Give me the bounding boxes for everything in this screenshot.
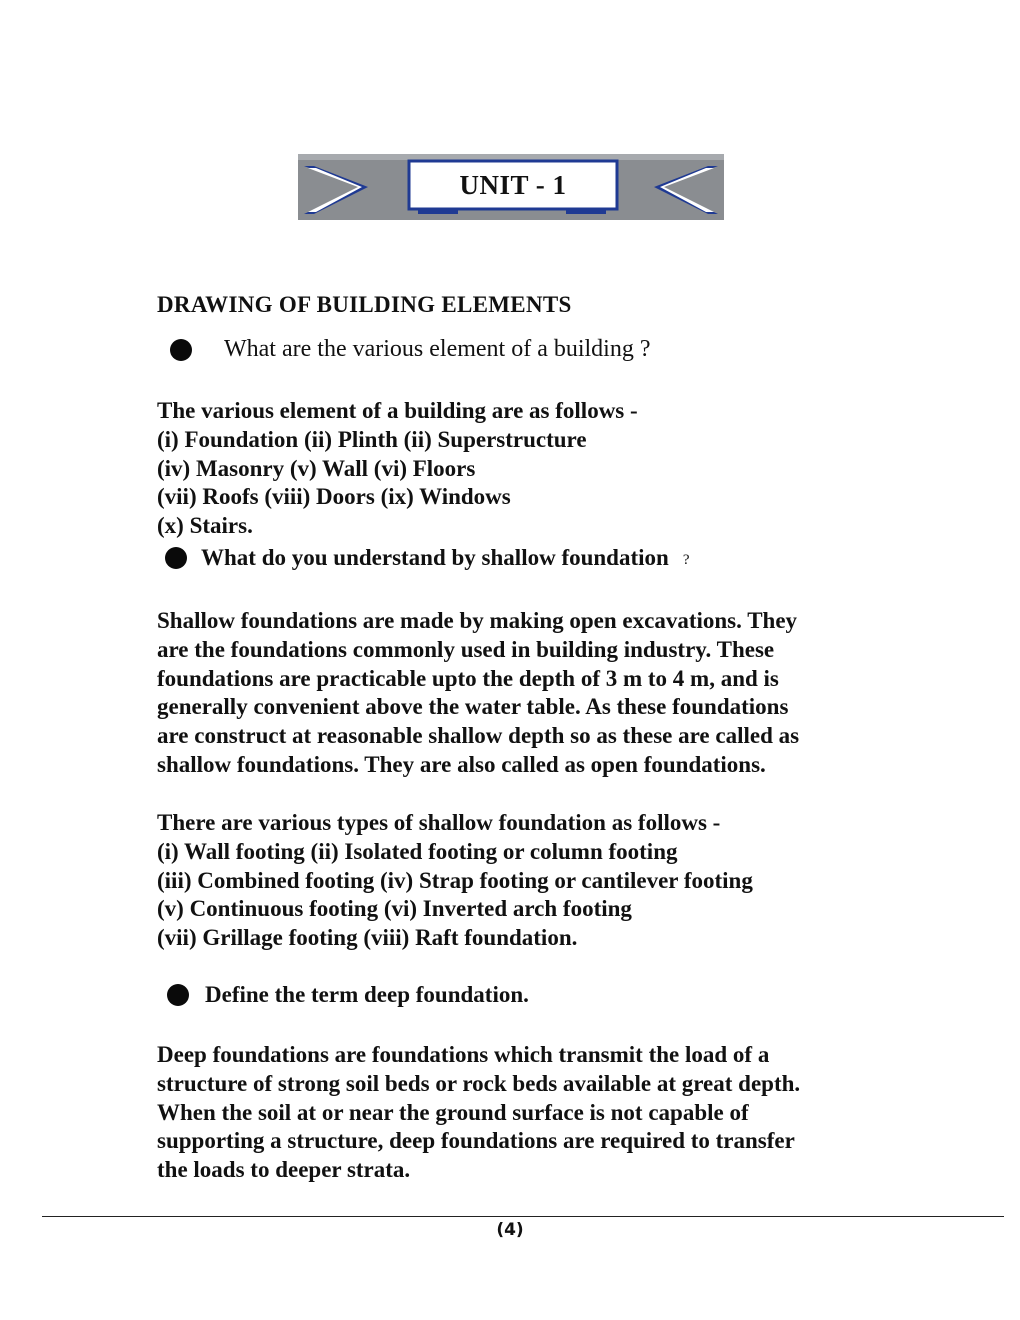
answer-2-line: are construct at reasonable shallow depth so as these are called as: [157, 723, 800, 749]
unit-title: UNIT - 1: [459, 169, 567, 200]
question-2-mark: ?: [682, 551, 690, 568]
question-2: [165, 545, 690, 571]
question-2-text: What do you understand by shallow foundation: [201, 545, 669, 570]
question-3: [167, 982, 529, 1008]
answer-4-line: When the soil at or near the ground surface is not capable of: [157, 1099, 749, 1125]
question-1: [170, 336, 651, 363]
answer-4: [157, 1041, 800, 1185]
answer-4-line: supporting a structure, deep foundations are required to transfer: [157, 1128, 795, 1154]
answer-1-line: The various element of a building are as follows -: [157, 398, 638, 423]
answer-4-line: Deep foundations are foundations which transmit the load of a: [157, 1042, 770, 1067]
answer-2-line: foundations are practicable upto the depth of 3 m to 4 m, and is: [157, 665, 779, 691]
answer-1-line: (i) Foundation (ii) Plinth (ii) Superstructure: [157, 426, 587, 452]
answer-2-line: Shallow foundations are made by making open excavations. They: [157, 608, 798, 633]
answer-1-line: (vii) Roofs (viii) Doors (ix) Windows: [157, 484, 511, 510]
answer-3-line: (i) Wall footing (ii) Isolated footing or column footing: [157, 838, 678, 864]
answer-1: [157, 397, 638, 541]
answer-3-line: (v) Continuous footing (vi) Inverted arch footing: [157, 896, 632, 922]
answer-3-line: (vii) Grillage footing (viii) Raft foundation.: [157, 925, 578, 951]
unit-banner: [298, 154, 724, 220]
answer-2-line: shallow foundations. They are also called as open foundations.: [157, 751, 766, 777]
question-3-text: Define the term deep foundation.: [205, 982, 529, 1007]
answer-3-line: There are various types of shallow foundation as follows -: [157, 810, 721, 835]
answer-1-line: (x) Stairs.: [157, 513, 253, 539]
question-1-text: What are the various element of a building ?: [224, 336, 651, 362]
page-number: (4): [496, 1220, 524, 1240]
answer-3-line: (iii) Combined footing (iv) Strap footing or cantilever footing: [157, 867, 753, 893]
answer-4-line: the loads to deeper strata.: [157, 1157, 411, 1183]
answer-1-line: (iv) Masonry (v) Wall (vi) Floors: [157, 455, 476, 481]
answer-3: [157, 809, 753, 953]
answer-2-line: generally convenient above the water table. As these foundations: [157, 694, 789, 720]
bullet-icon: [165, 547, 187, 569]
answer-4-line: structure of strong soil beds or rock beds available at great depth.: [157, 1070, 801, 1096]
footer-divider: [42, 1216, 1004, 1217]
answer-2-line: are the foundations commonly used in building industry. These: [157, 636, 775, 662]
section-heading: DRAWING OF BUILDING ELEMENTS: [157, 292, 572, 317]
bullet-icon: [167, 984, 189, 1006]
bullet-icon: [170, 339, 192, 361]
answer-2: [157, 607, 799, 780]
